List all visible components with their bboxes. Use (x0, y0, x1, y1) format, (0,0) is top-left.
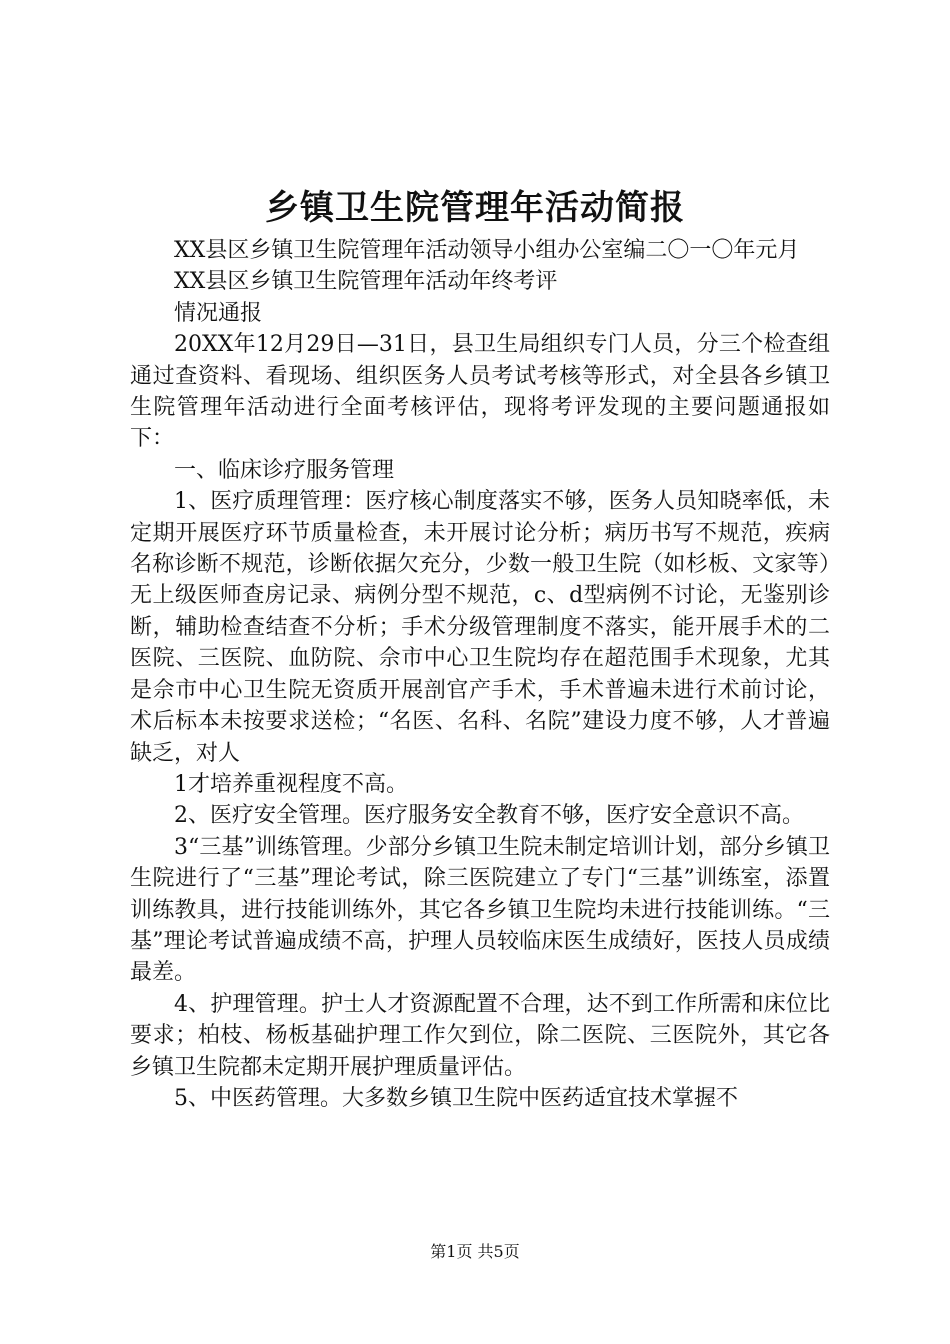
page-number-footer: 第1页 共5页 (430, 1242, 520, 1261)
paragraph-editor-line: XX县区乡镇卫生院管理年活动领导小组办公室编二〇一〇年元月 (174, 238, 800, 263)
section-heading-clinical: 一、临床诊疗服务管理 (174, 457, 395, 483)
paragraph-medical-quality: 1、医疗质理管理：医疗核心制度落实不够，医务人员知晓率低，未定期开展医疗环节质量检查，未开展讨论分析；病历书写不规范，疾病名称诊断不规范，诊断依据欠充分，少数一般卫生院（如杉板、文家等）无上级医师查房记录、病例分型不规范，c、d型病例不讨论，无鉴别诊断，辅助检查结查不分析；手术分级管理制度不落实，能开展手术的二医院、三医院、血防院、佘市中心卫生院均存在超范围手术现象，尤其是佘市中心卫生院无资质开展剖官产手术，手术普遍未进行术前讨论，术后标本未按要求送检；“名医、名科、名院”建设力度不够，人才普遍缺乏，对人 (130, 489, 830, 766)
paragraph-talent-training: 1才培养重视程度不高。 (174, 771, 408, 797)
paragraph-tcm: 5、中医药管理。大多数乡镇卫生院中医药适宜技术掌握不 (174, 1085, 738, 1111)
document-title: 乡镇卫生院管理年活动简报 (265, 188, 685, 228)
paragraph-three-basics: 3“三基”训练管理。少部分乡镇卫生院未制定培训计划，部分乡镇卫生院进行了“三基”理论考试，除三医院建立了专门“三基”训练室，添置训练教具，进行技能训练外，其它各乡镇卫生院均未进行技能训练。“三基”理论考试普遍成绩不高，护理人员较临床医生成绩好，医技人员成绩最差。 (130, 834, 830, 986)
paragraph-report-subtitle: XX县区乡镇卫生院管理年活动年终考评 (174, 269, 558, 295)
paragraph-medical-safety: 2、医疗安全管理。医疗服务安全教育不够，医疗安全意识不高。 (174, 803, 804, 829)
document-body (130, 235, 830, 1114)
paragraph-nursing: 4、护理管理。护士人才资源配置不合理，达不到工作所需和床位比要求；柏枝、杨板基础护理工作欠到位，除二医院、三医院外，其它各乡镇卫生院都未定期开展护理质量评估。 (130, 991, 830, 1080)
paragraph-intro: 20XX年12月29日—31日，县卫生局组织专门人员，分三个检查组通过查资料、看现场、组织医务人员考试考核等形式，对全县各乡镇卫生院管理年活动进行全面考核评估，现将考评发现的主要问题通报如下： (130, 332, 830, 452)
paragraph-report-heading: 情况通报 (174, 300, 263, 326)
